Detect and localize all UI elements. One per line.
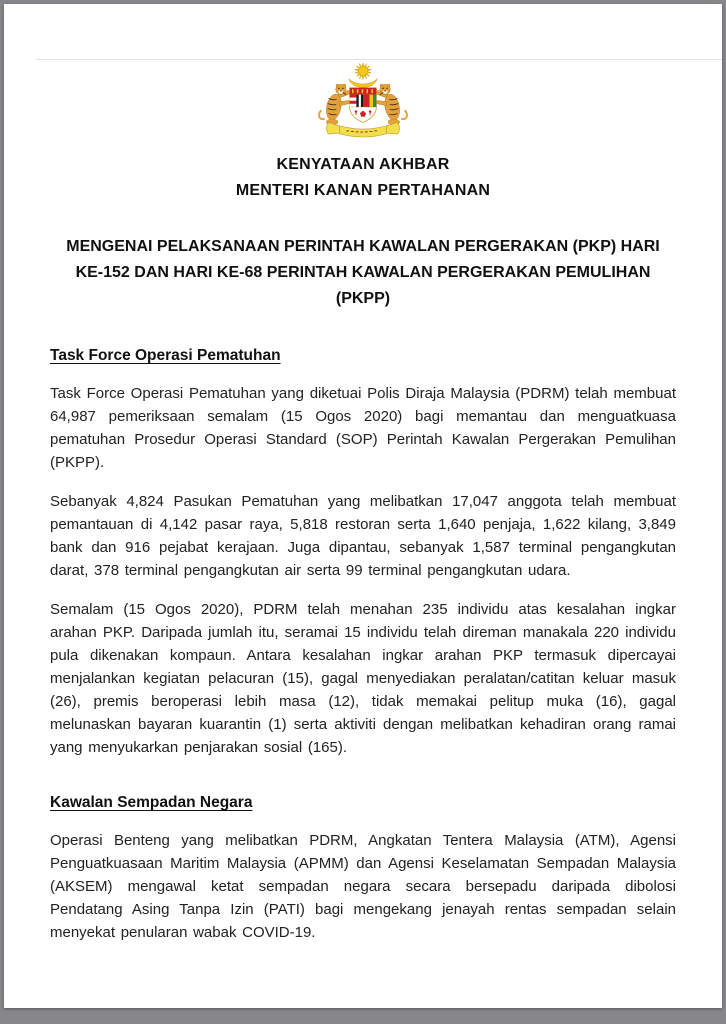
document-page (4, 4, 722, 1008)
document-title (50, 234, 676, 312)
malaysia-coat-of-arms-icon (313, 60, 413, 144)
emblem-container (50, 60, 676, 144)
crescent-icon (349, 79, 377, 88)
section-heading-kawalan-sempadan-negara: Kawalan Sempadan Negara (50, 794, 253, 811)
document-title-line1: MENGENAI PELAKSANAAN PERINTAH KAWALAN PERGERAKAN (PKP) HARI (66, 238, 660, 255)
motto-banner-icon (326, 122, 399, 137)
document-title-line2: KE-152 DAN HARI KE-68 PERINTAH KAWALAN PERGERAKAN PEMULIHAN (PKPP) (75, 264, 651, 307)
paragraph-tahanan-pdrm: Semalam (15 Ogos 2020), PDRM telah menahan 235 individu atas kesalahan ingkar arahan PKP. Daripada jumlah itu, seramai 15 individu telah direman manakala 220 individu pula dikenakan kompaun. Antara kesalahan ingkar arahan PKP termasuk dipercayai menjalankan kegiatan pelacuran (15), gagal menyediakan peralatan/catitan keluar masuk (26), premis beroperasi lebih masa (12), tidak memakai pelitup muka (16), gagal melunaskan bayaran kuarantin (1) serta aktiviti dengan melibatkan kehadiran orang ramai yang menyukarkan penjarakan sosial (165). (50, 601, 676, 756)
federal-star-icon (355, 63, 371, 80)
document-header (50, 152, 676, 204)
paragraph-pemeriksaan: Task Force Operasi Pematuhan yang diketuai Polis Diraja Malaysia (PDRM) telah membuat 64,987 pemeriksaan semalam (15 Ogos 2020) bagi memantau dan menguatkuasa pematuhan Prosedur Operasi Standard (SOP) Perintah Kawalan Pergerakan Pemulihan (PKPP). (50, 385, 676, 471)
minister-title-label: MENTERI KANAN PERTAHANAN (235, 182, 491, 199)
press-statement-label: KENYATAAN AKHBAR (276, 156, 450, 173)
paragraph-pasukan-pematuhan: Sebanyak 4,824 Pasukan Pematuhan yang melibatkan 17,047 anggota telah membuat pemantauan di 4,142 pasar raya, 5,818 restoran serta 1,640 penjaja, 1,622 kilang, 3,849 bank dan 916 pejabat kerajaan. Juga dipantau, sebanyak 1,587 terminal pengangkutan darat, 378 terminal pengangkutan air serta 99 terminal pengangkutan udara. (50, 493, 676, 579)
tiger-right-icon (376, 84, 407, 125)
paragraph-operasi-benteng: Operasi Benteng yang melibatkan PDRM, Angkatan Tentera Malaysia (ATM), Agensi Penguatkuasaan Maritim Malaysia (APMM) dan Agensi Keselamatan Sempadan Malaysia (AKSEM) mengawal ketat sempadan negara secara bersepadu daripada dibolosi Pendatang Asing Tanpa Izin (PATI) bagi mengekang jenayah rentas sempadan selain menyekat penularan wabak COVID-19. (50, 832, 676, 941)
scan-artifact-line (36, 59, 722, 60)
section-heading-task-force-operasi-pematuhan: Task Force Operasi Pematuhan (50, 347, 281, 364)
shield-icon (350, 88, 377, 123)
tiger-left-icon (319, 84, 350, 125)
